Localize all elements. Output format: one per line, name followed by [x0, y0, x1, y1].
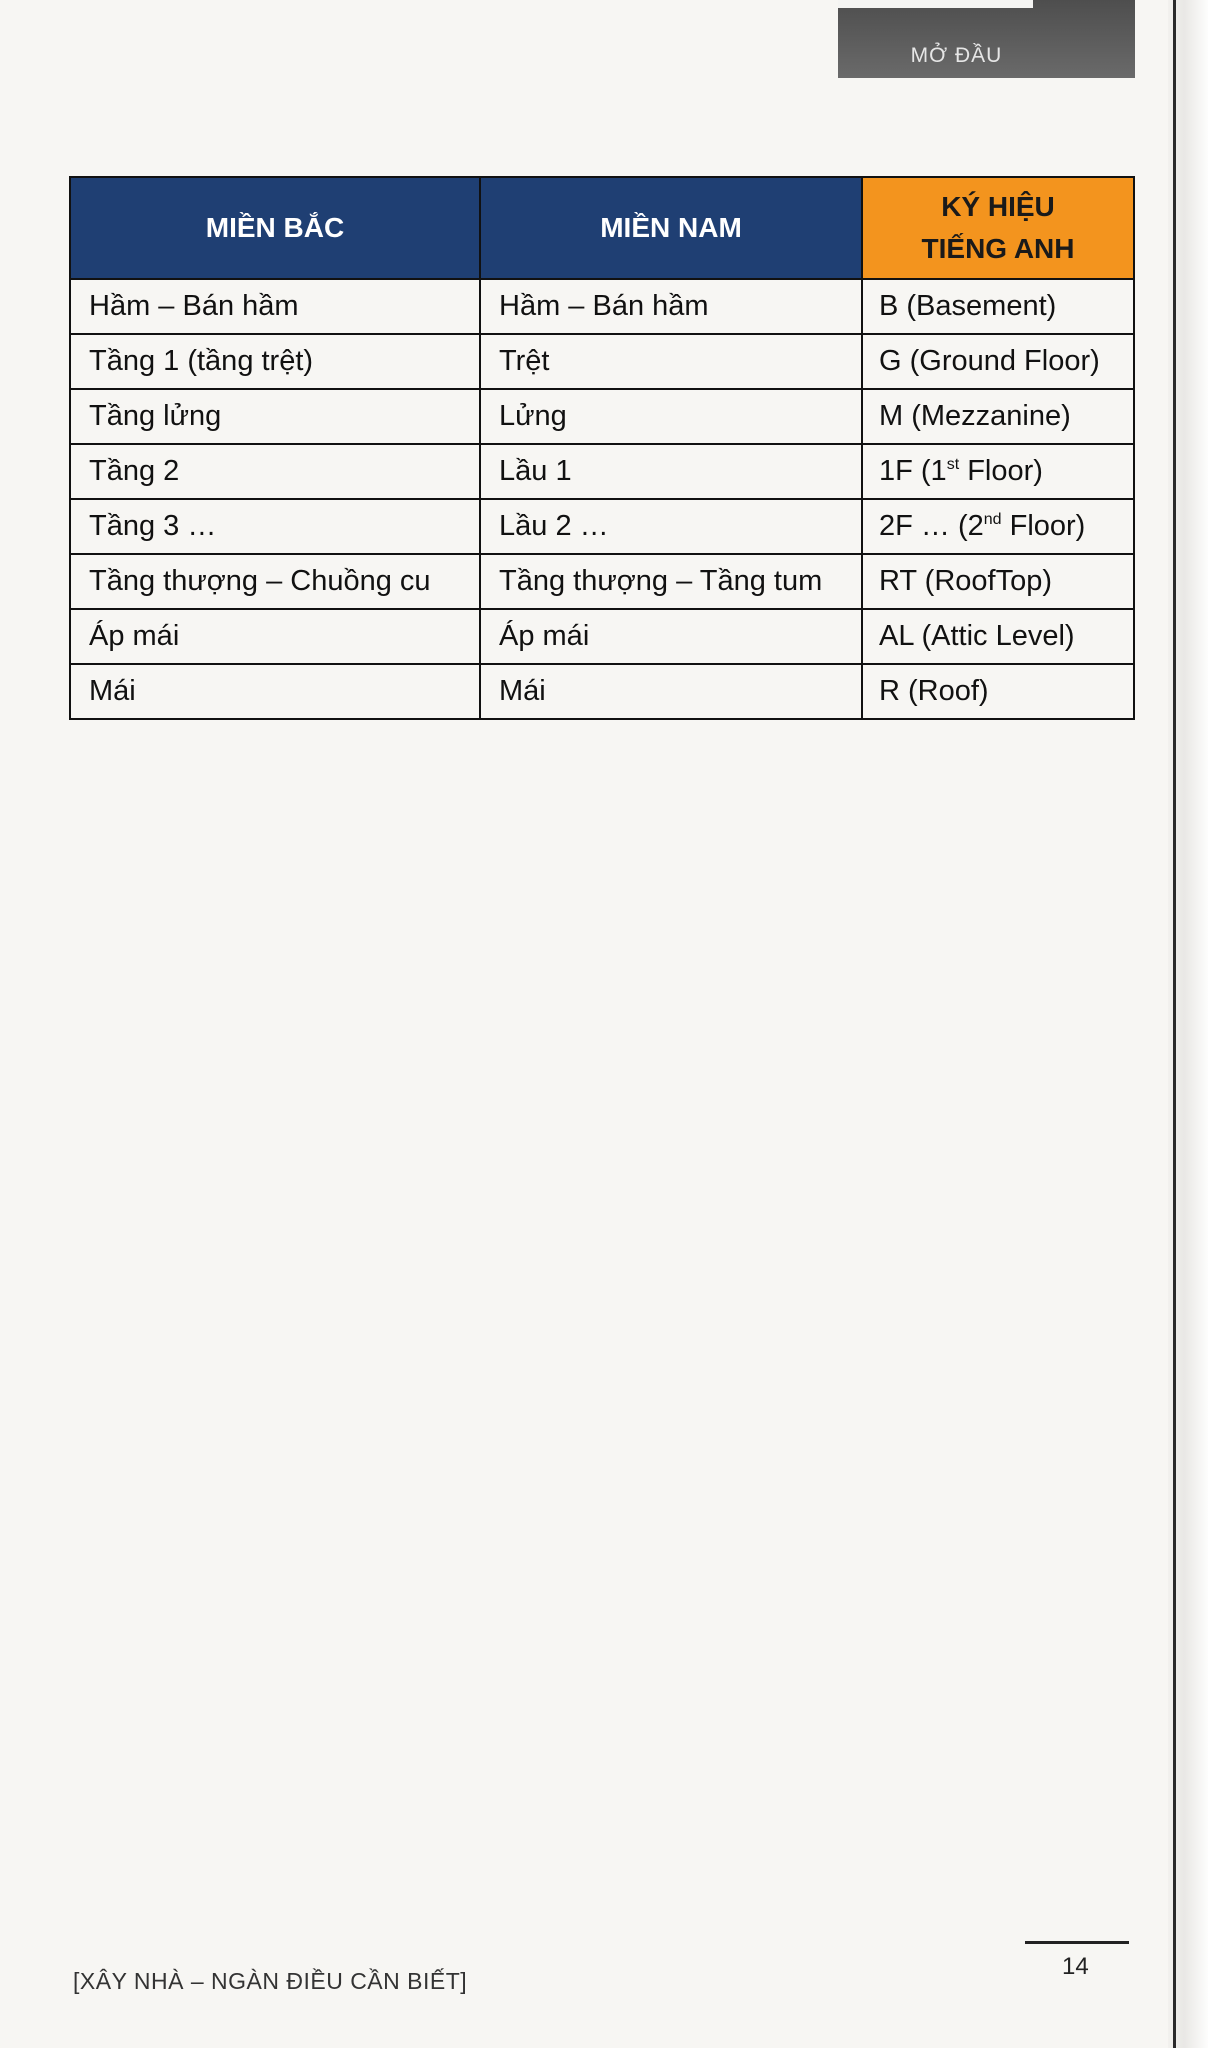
cell-english: R (Roof)	[862, 664, 1134, 719]
cell-english-post: Floor)	[1001, 510, 1086, 542]
cell-south: Tầng thượng – Tầng tum	[480, 554, 862, 609]
cell-north: Tầng 1 (tầng trệt)	[70, 334, 480, 389]
header-north: MIỀN BẮC	[70, 177, 480, 279]
cell-english-superscript: st	[946, 456, 960, 473]
cell-english-pre: 1F (1	[879, 455, 947, 487]
cell-english	[862, 444, 1134, 499]
cell-north: Tầng 3 …	[70, 499, 480, 554]
section-tab	[838, 0, 1135, 78]
header-english-line1: KÝ HIỆU	[941, 191, 1055, 222]
book-title-footer: [XÂY NHÀ – NGÀN ĐIỀU CẦN BIẾT]	[73, 1968, 468, 1994]
cell-north: Mái	[70, 664, 480, 719]
cell-english-superscript: nd	[983, 511, 1002, 528]
cell-english: M (Mezzanine)	[862, 389, 1134, 444]
cell-north: Tầng 2	[70, 444, 480, 499]
cell-english: G (Ground Floor)	[862, 334, 1134, 389]
cell-south: Mái	[480, 664, 862, 719]
cell-north: Áp mái	[70, 609, 480, 664]
floor-naming-table	[69, 176, 1135, 720]
cell-south: Lầu 2 …	[480, 499, 862, 554]
cell-english-pre: 2F … (2	[879, 510, 984, 542]
table-row	[70, 444, 1134, 499]
table-row	[70, 664, 1134, 719]
cell-north: Hầm – Bán hầm	[70, 279, 480, 334]
header-english-line2: TIẾNG ANH	[921, 233, 1075, 264]
cell-english: RT (RoofTop)	[862, 554, 1134, 609]
cell-south: Hầm – Bán hầm	[480, 279, 862, 334]
cell-english: AL (Attic Level)	[862, 609, 1134, 664]
cell-south: Lầu 1	[480, 444, 862, 499]
table-row	[70, 499, 1134, 554]
cell-english	[862, 499, 1134, 554]
cell-north: Tầng thượng – Chuồng cu	[70, 554, 480, 609]
table-row	[70, 609, 1134, 664]
table-row	[70, 389, 1134, 444]
table-row	[70, 334, 1134, 389]
section-tab-notch	[838, 0, 1033, 8]
page-number: 14	[1062, 1953, 1089, 1980]
cell-north: Tầng lửng	[70, 389, 480, 444]
cell-english: B (Basement)	[862, 279, 1134, 334]
page-number-rule	[1025, 1941, 1129, 1944]
header-english	[862, 177, 1134, 279]
table-header-row	[70, 177, 1134, 279]
header-south: MIỀN NAM	[480, 177, 862, 279]
cell-south: Áp mái	[480, 609, 862, 664]
page-binding-edge	[1173, 0, 1176, 2048]
cell-south: Trệt	[480, 334, 862, 389]
table-row	[70, 554, 1134, 609]
cell-english-post: Floor)	[959, 455, 1043, 487]
table-row	[70, 279, 1134, 334]
cell-south: Lửng	[480, 389, 862, 444]
section-label: MỞ ĐẦU	[910, 44, 1003, 67]
